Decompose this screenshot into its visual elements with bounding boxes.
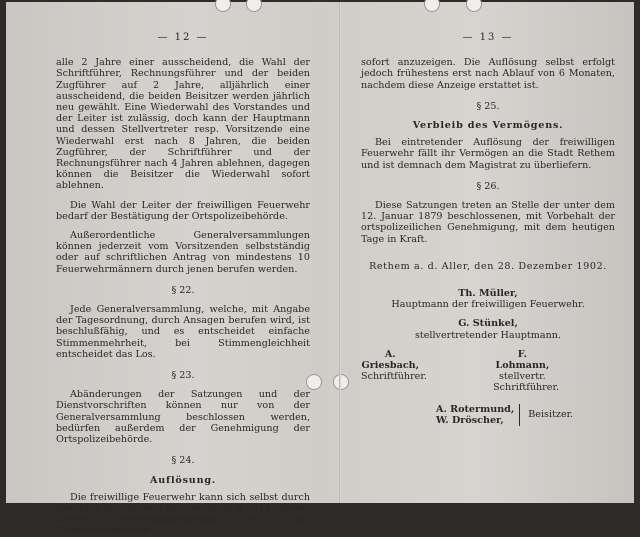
paragraph: Die freiwillige Feuerwehr kann sich selbst durch Beschluß der General-Versammlung (§ 21) auflösen. Dieser Auflösungsbeschluß ist der Ortspolizeibehörde xyxy=(56,491,310,537)
paragraph: Jede Generalversammlung, welche, mit Angabe der Tagesordnung, durch Ansagen berufen wird, ist beschlußfähig, und es entscheidet einfache Stimmenmehrheit, bei Stimmengleichheit entscheidet das Los. xyxy=(56,304,310,360)
paragraph: Diese Satzungen treten an Stelle der unter dem 12. Januar 1879 beschlossenen, mit Vorbehalt der ortspolizeilichen Genehmigung, mit dem heutigen Tage in Kraft. xyxy=(361,200,615,245)
section-heading: § 22. xyxy=(171,284,195,296)
signature-block xyxy=(361,349,483,394)
punch-hole xyxy=(215,0,231,12)
punch-hole xyxy=(466,0,482,12)
page-number: — 12 — xyxy=(157,32,209,43)
paragraph: Abänderungen der Satzungen und der Dienstvorschriften können nur von der Generalversammlung beschlossen werden, bedürfen außerdem der Genehmigung der Ortspolizeibehörde. xyxy=(56,389,310,446)
punch-hole xyxy=(424,0,440,12)
signatory-name: W. Dröscher, xyxy=(436,414,504,426)
punch-hole xyxy=(246,0,262,12)
signatory-name: Th. Müller, xyxy=(458,288,518,300)
signatory-role: stellvertretender Hauptmann. xyxy=(414,329,562,341)
section-heading: § 26. xyxy=(476,180,500,192)
section-heading: § 23. xyxy=(171,370,195,382)
punch-hole xyxy=(333,374,349,390)
paragraph: Bei eintretender Auflösung der freiwilligen Feuerwehr fällt ihr Vermögen an die Stadt Rethem und ist demnach dem Magistrat zu überliefern. xyxy=(361,137,615,171)
signatory-role: Schriftführer. xyxy=(361,371,427,383)
page-fold xyxy=(339,2,341,503)
signatory-name: A. Griesbach, xyxy=(361,348,419,372)
signature-block xyxy=(361,288,615,310)
place-date: Rethem a. d. Aller, den 28. Dezember 1902. xyxy=(369,260,607,272)
paragraph: Die Wahl der Leiter der freiwilligen Feuerwehr bedarf der Bestätigung der Ortspolizeibehörde. xyxy=(56,199,310,222)
beisitzer-block xyxy=(436,404,615,426)
right-page xyxy=(361,32,615,426)
booklet-spread xyxy=(6,2,634,537)
signatory-name: A. Rotermund, xyxy=(436,403,515,415)
paragraph: sofort anzuzeigen. Die Auflösung selbst erfolgt jedoch frühestens erst nach Ablauf von 6 Monaten, nachdem diese Anzeige erstattet ist. xyxy=(361,57,615,91)
signatory-name: G. Stünkel, xyxy=(458,318,518,330)
section-title: Auflösung. xyxy=(150,474,216,486)
signature-block xyxy=(361,318,615,340)
section-heading: § 24. xyxy=(171,455,195,467)
signatory-name: F. Lohmann, xyxy=(495,348,550,372)
left-page xyxy=(56,32,310,537)
beisitzer-label: Beisitzer. xyxy=(528,409,574,421)
signature-row xyxy=(361,349,615,394)
signatory-role: stellvertr. Schriftführer. xyxy=(493,371,560,394)
paragraph: alle 2 Jahre einer ausscheidend, die Wahl der Schriftführer, Rechnungsführer und der beiden Zugführer auf 2 Jahre, alljährlich einer ausscheidend, die beiden Beisitzer werden jährlich neu gewählt. Eine Wiederwahl des Vorstandes und der Leiter ist zulässig, doch kann der Hauptmann und dessen Stellvertreter resp. Vorsitzende eine Wiederwahl erst nach 8 Jahren, die beiden Zugführer, der Schriftführer und der Rechnungsführer nach 4 Jahren ablehnen, dagegen können die Beisitzer die Wiederwahl sofort ablehnen. xyxy=(56,57,310,192)
page-number: — 13 — xyxy=(462,32,514,43)
paragraph: Außerordentliche Generalversammlungen können jederzeit vom Vorsitzenden selbstständig oder auf schriftlichen Antrag von mindestens 10 Feuerwehrmännern durch jenen berufen werden. xyxy=(56,230,310,275)
section-title: Verbleib des Vermögens. xyxy=(412,120,564,132)
signatory-role: Hauptmann der freiwilligen Feuerwehr. xyxy=(391,299,585,311)
signature-block xyxy=(493,349,615,394)
beisitzer-names xyxy=(436,404,520,426)
section-heading: § 25. xyxy=(476,100,500,112)
